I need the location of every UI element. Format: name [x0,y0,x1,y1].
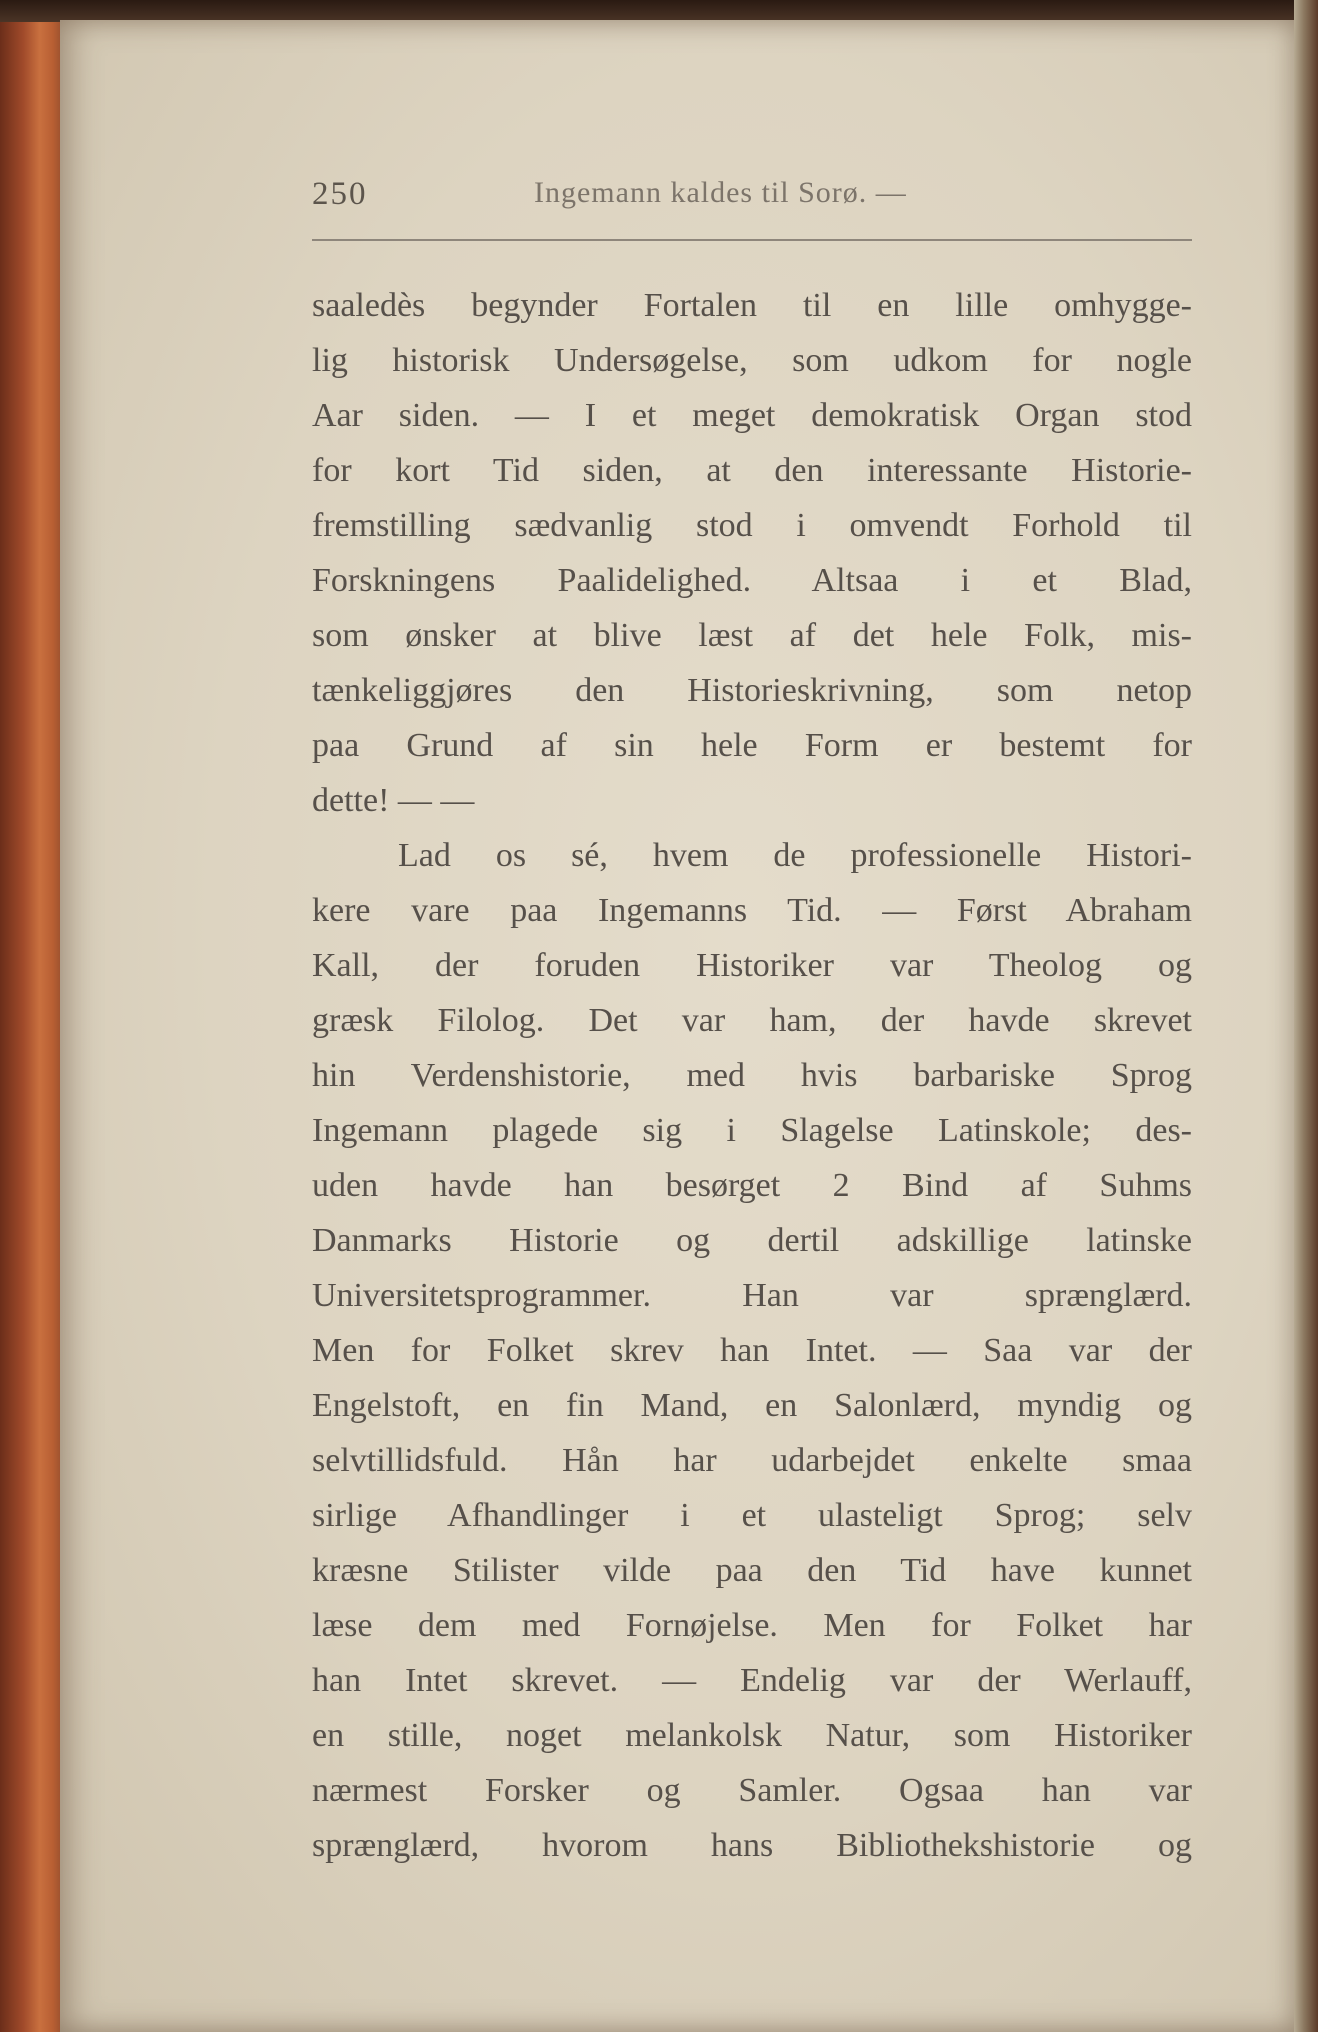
book-top-edge [0,0,1318,22]
body-text [312,278,1192,1873]
text-line: fremstilling sædvanlig stod i omvendt Forhold til [312,507,1192,544]
text-line: han Intet skrevet. — Endelig var der Werlauff, [312,1662,1192,1699]
text-line: kere vare paa Ingemanns Tid. — Først Abraham [312,892,1192,929]
book-right-edge [1294,0,1318,2032]
text-line: Forskningens Paalidelighed. Altsaa i et Blad, [312,562,1192,599]
text-line: tænkeliggjøres den Historieskrivning, som netop [312,672,1192,709]
text-line: Universitetsprogrammer. Han var sprænglærd. [312,1277,1192,1314]
text-line: en stille, noget melankolsk Natur, som Historiker [312,1717,1192,1754]
text-line: selvtillidsfuld. Hån har udarbejdet enkelte smaa [312,1442,1192,1479]
text-line: uden havde han besørget 2 Bind af Suhms [312,1167,1192,1204]
text-line: lig historisk Undersøgelse, som udkom for nogle [312,342,1192,379]
text-line: for kort Tid siden, at den interessante Historie- [312,452,1192,489]
text-line: dette! — — [312,782,475,819]
page-number: 250 [312,176,368,212]
text-line: Ingemann plagede sig i Slagelse Latinskole; des- [312,1112,1192,1149]
page-header [312,168,1192,228]
text-line: sirlige Afhandlinger i et ulasteligt Sprog; selv [312,1497,1192,1534]
text-line: sprænglærd, hvorom hans Bibliothekshistorie og [312,1827,1192,1864]
text-line: nærmest Forsker og Samler. Ogsaa han var [312,1772,1192,1809]
text-line: hin Verdenshistorie, med hvis barbariske Sprog [312,1057,1192,1094]
text-line: Kall, der foruden Historiker var Theolog og [312,947,1192,984]
running-head: Ingemann kaldes til Sorø. — [534,176,907,209]
text-line: Aar siden. — I et meget demokratisk Organ stod [312,397,1192,434]
text-line: græsk Filolog. Det var ham, der havde skrevet [312,1002,1192,1039]
book-spine-edge [0,0,66,2032]
text-line: saaledès begynder Fortalen til en lille omhygge- [312,287,1192,324]
text-line: Lad os sé, hvem de professionelle Histori- [398,837,1192,874]
text-line: kræsne Stilister vilde paa den Tid have kunnet [312,1552,1192,1589]
text-line: som ønsker at blive læst af det hele Folk, mis- [312,617,1192,654]
text-line: læse dem med Fornøjelse. Men for Folket har [312,1607,1192,1644]
text-line: paa Grund af sin hele Form er bestemt for [312,727,1192,764]
header-rule [312,239,1192,241]
text-line: Engelstoft, en fin Mand, en Salonlærd, myndig og [312,1387,1192,1424]
text-line: Danmarks Historie og dertil adskillige latinske [312,1222,1192,1259]
text-line: Men for Folket skrev han Intet. — Saa var der [312,1332,1192,1369]
